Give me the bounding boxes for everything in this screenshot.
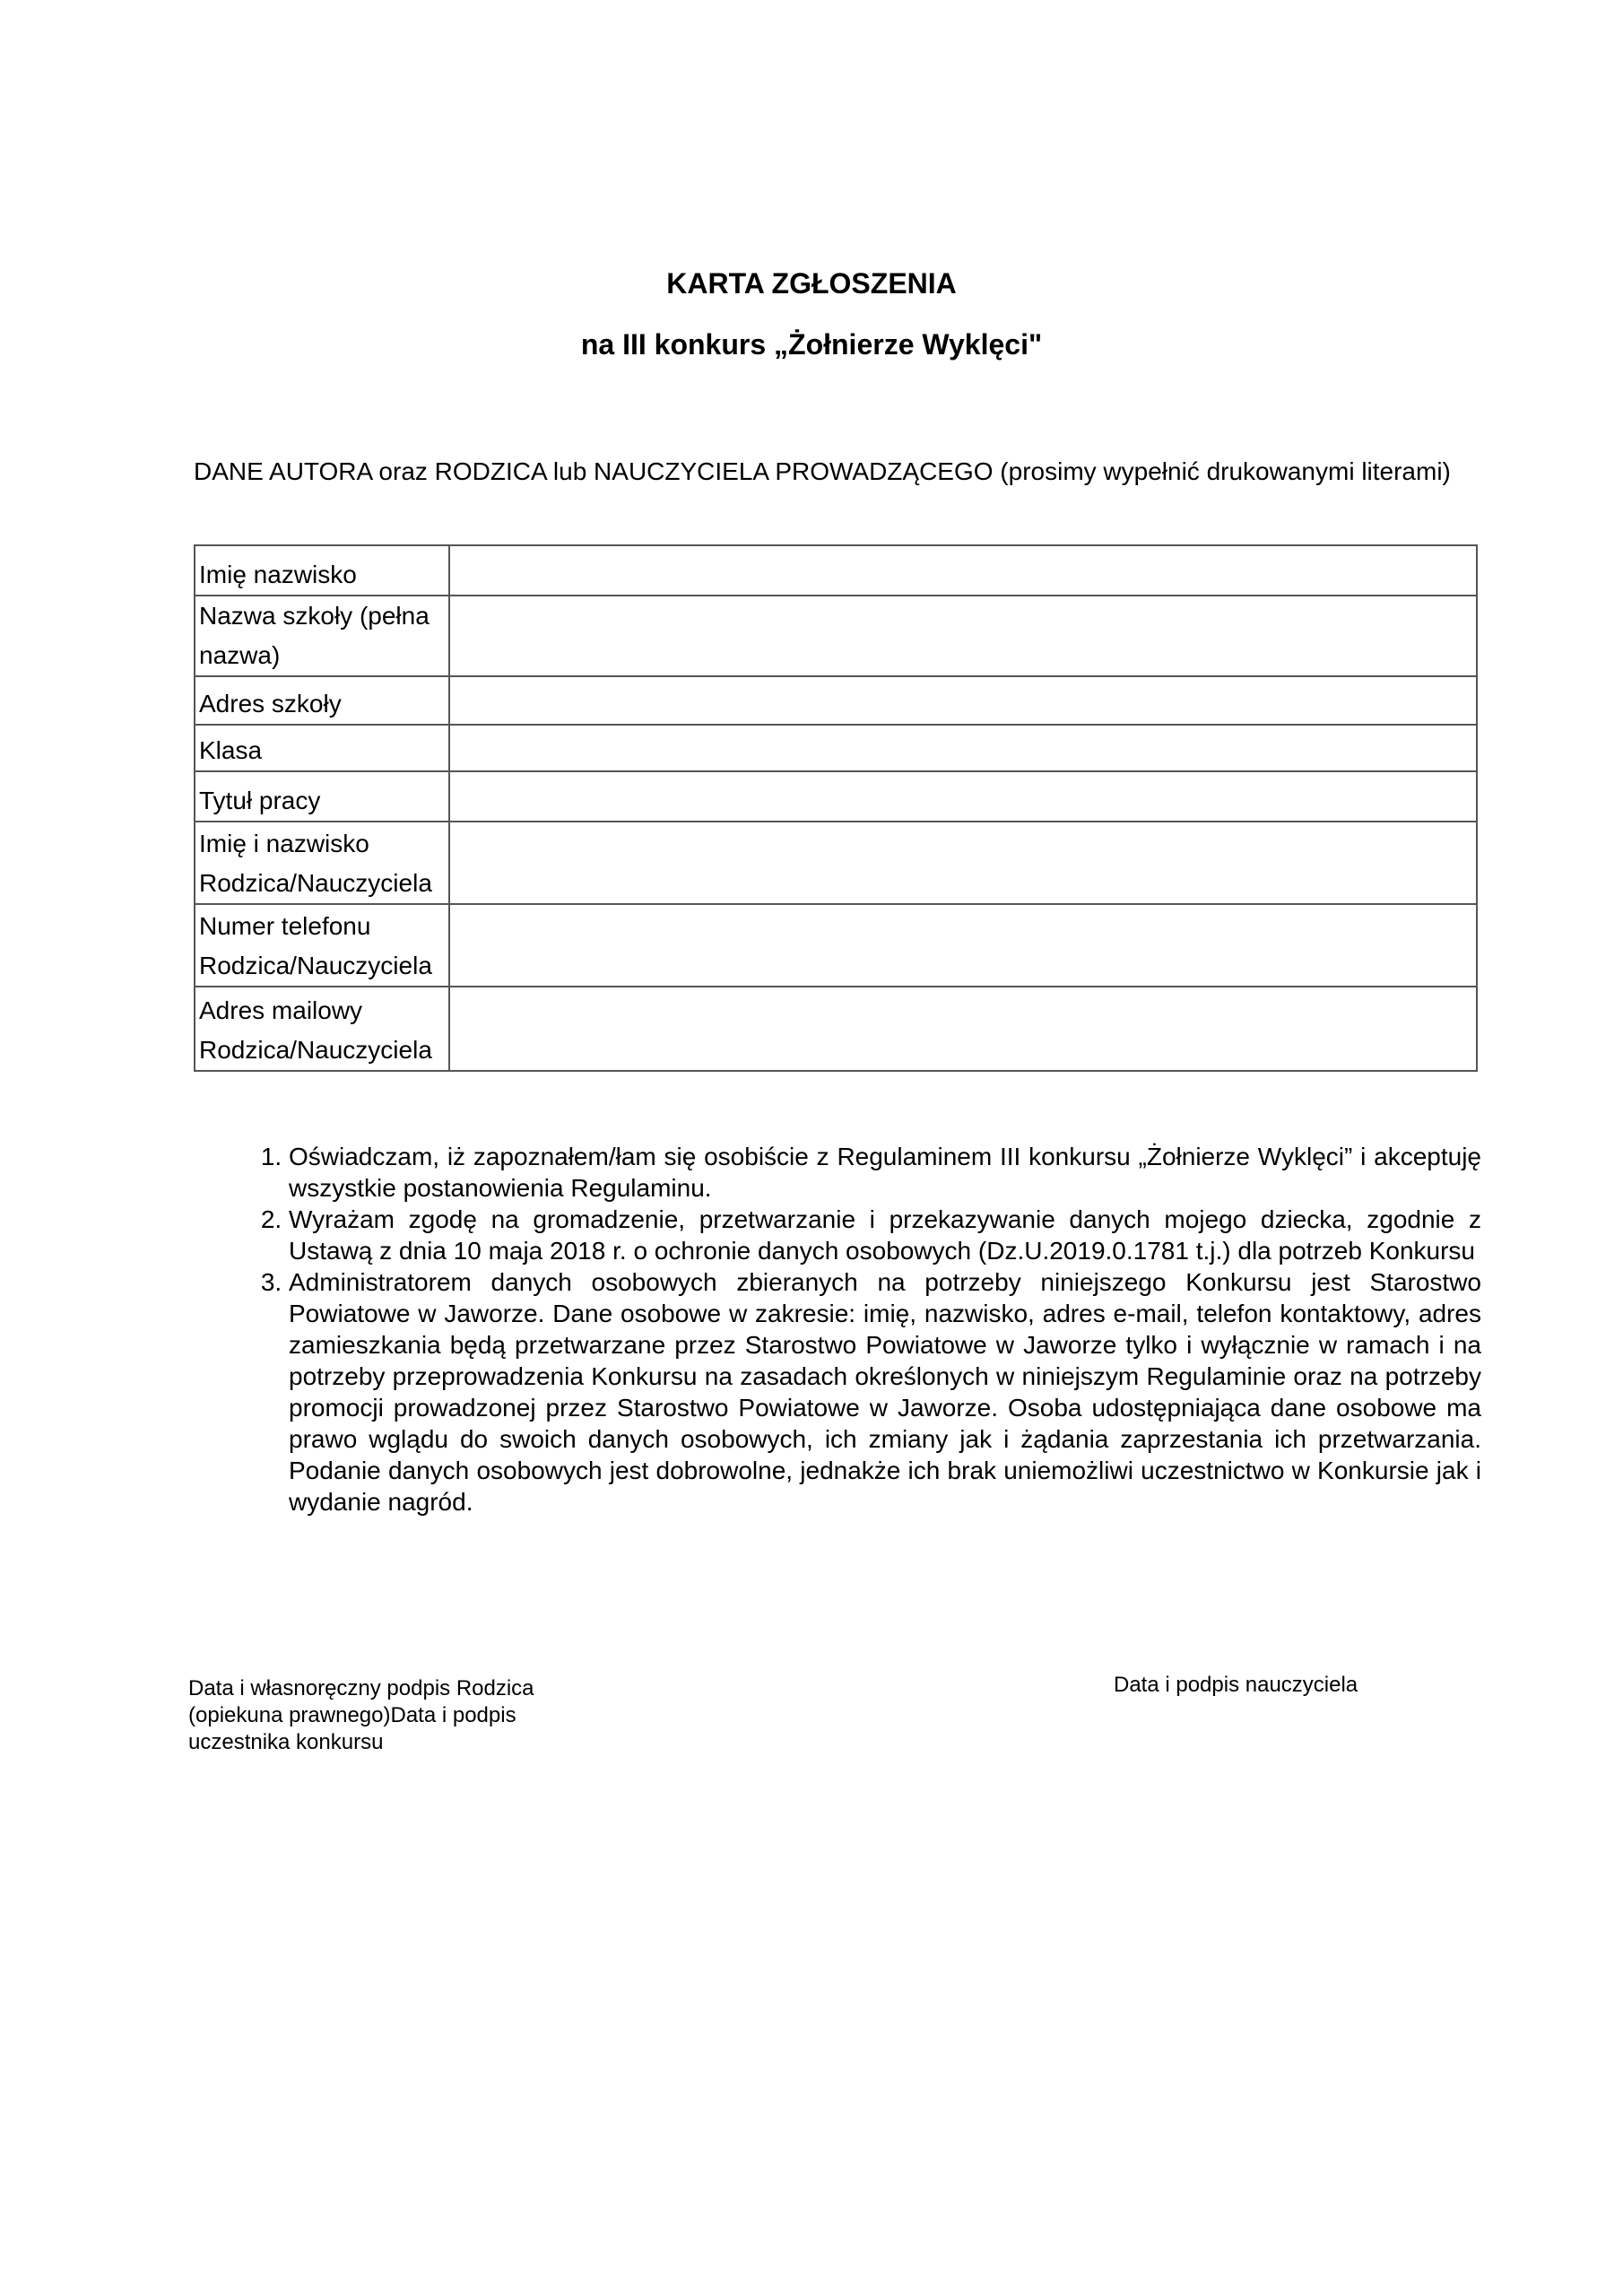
declaration-item: 2. Wyrażam zgodę na gromadzenie, przetwarzanie i przekazywanie danych mojego dziecka, zgodnie z Ustawą z dnia 10 maja 2018 r. o ochronie danych osobowych (Dz.U.2019.0.1781 t.j.) dla potrzeb Konkursu xyxy=(289,1204,1481,1266)
form-label: Imię i nazwisko Rodzica/Nauczyciela xyxy=(195,822,449,904)
document-title: KARTA ZGŁOSZENIA xyxy=(666,267,957,300)
signature-label-parent-participant: Data i własnoręczny podpis Rodzica (opiekuna prawnego)Data i podpis uczestnika konkursu xyxy=(188,1676,534,1754)
form-label: Klasa xyxy=(195,725,449,771)
form-row-name xyxy=(195,545,1477,596)
form-row-school-name xyxy=(195,596,1477,676)
form-field-parent-name[interactable] xyxy=(449,822,1477,904)
form-field-school-address[interactable] xyxy=(449,676,1477,725)
declaration-item: 3. Administratorem danych osobowych zbieranych na potrzeby niniejszego Konkursu jest Starostwo Powiatowe w Jaworze. Dane osobowe w zakresie: imię, nazwisko, adres e-mail, telefon kontaktowy, adres zamieszkania będą przetwarzane przez Starostwo Powiatowe w Jaworze tylko i wyłącznie w ramach i na potrzeby przeprowadzenia Konkursu na zasadach określonych w niniejszym Regulaminie oraz na potrzeby promocji prowadzonej przez Starostwo Powiatowe w Jaworze. Osoba udostępniająca dane osobowe ma prawo wglądu do swoich danych osobowych, ich zmiany jak i żądania zaprzestania ich przetwarzania. Podanie danych osobowych jest dobrowolne, jednakże ich brak uniemożliwi uczestnictwo w Konkursie jak i wydanie nagród. xyxy=(289,1266,1481,1518)
form-row-work-title xyxy=(195,771,1477,822)
signature-label-teacher: Data i podpis nauczyciela xyxy=(1114,1673,1358,1697)
form-field-parent-phone[interactable] xyxy=(449,904,1477,987)
form-row-parent-email xyxy=(195,987,1477,1071)
form-row-parent-phone xyxy=(195,904,1477,987)
form-label: Tytuł pracy xyxy=(195,771,449,822)
form-row-class xyxy=(195,725,1477,771)
form-label: Adres szkoły xyxy=(195,676,449,725)
form-label: Numer telefonu Rodzica/Nauczyciela xyxy=(195,904,449,987)
form-field-work-title[interactable] xyxy=(449,771,1477,822)
form-row-parent-name xyxy=(195,822,1477,904)
form-label: Nazwa szkoły (pełna nazwa) xyxy=(195,596,449,676)
form-field-school-name[interactable] xyxy=(449,596,1477,676)
declaration-item: 1. Oświadczam, iż zapoznałem/łam się osobiście z Regulaminem III konkursu „Żołnierze Wyklęci” i akceptuję wszystkie postanowienia Regulaminu. xyxy=(289,1141,1481,1204)
form-instructions: DANE AUTORA oraz RODZICA lub NAUCZYCIELA PROWADZĄCEGO (prosimy wypełnić drukowanymi literami) xyxy=(194,457,1451,485)
document-subtitle: na III konkurs „Żołnierze Wyklęci" xyxy=(580,328,1043,361)
form-field-class[interactable] xyxy=(449,725,1477,771)
form-row-school-address xyxy=(195,676,1477,725)
form-field-name[interactable] xyxy=(449,545,1477,596)
declarations-list xyxy=(235,1141,1481,1518)
form-label: Imię nazwisko xyxy=(195,545,449,596)
form-field-parent-email[interactable] xyxy=(449,987,1477,1071)
registration-form-table xyxy=(194,544,1478,1072)
form-label: Adres mailowy Rodzica/Nauczyciela xyxy=(195,987,449,1071)
